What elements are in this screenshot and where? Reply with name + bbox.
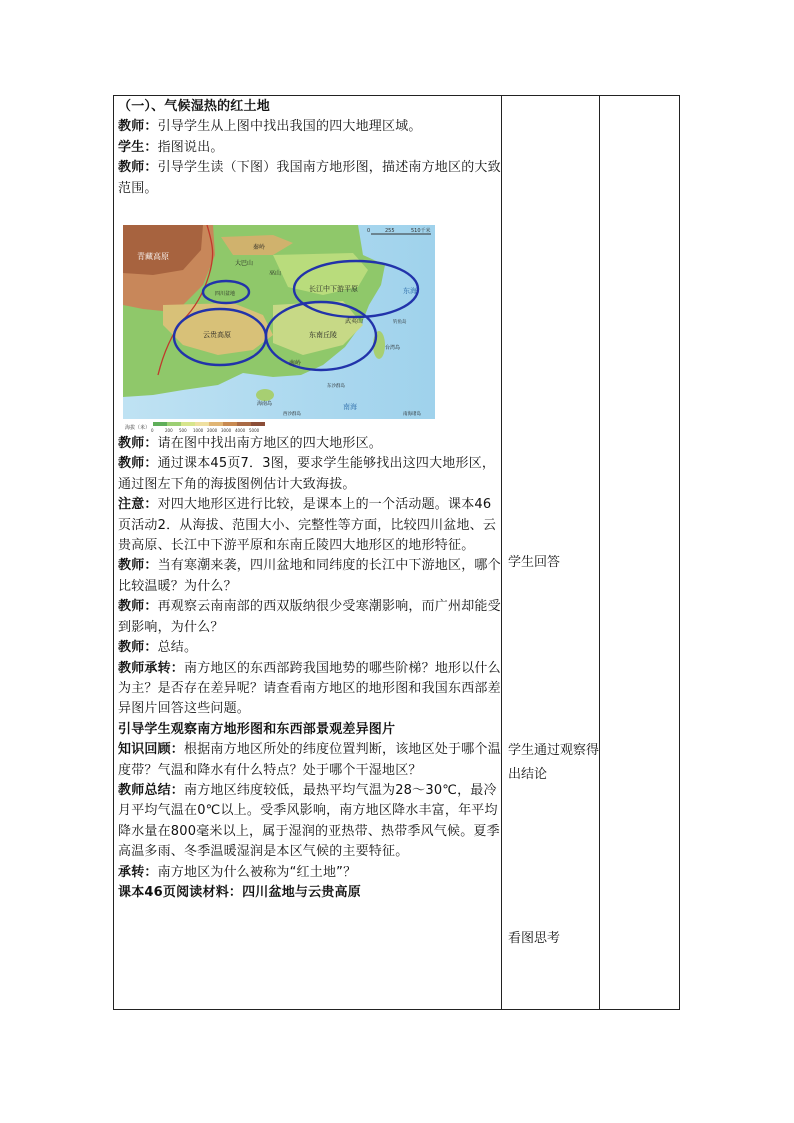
legend-value: 0 xyxy=(151,428,154,434)
dialog-line: 承转：南方地区为什么被称为“红土地”？ xyxy=(118,864,357,880)
legend-value: 200 xyxy=(165,428,173,434)
legend-value: 500 xyxy=(179,428,187,434)
legend-title: 海拔（米） xyxy=(125,425,151,432)
dialog-line: 教师：引导学生从上图中找出我国的四大地理区域。 xyxy=(118,119,422,135)
teaching-content-column xyxy=(118,97,502,903)
label-sichuan-basin: 四川盆地 xyxy=(215,291,236,298)
bold-instruction-1: 引导学生观察南方地形图和东西部景观差异图片 xyxy=(118,721,396,737)
legend-swatch xyxy=(153,422,167,426)
label-southeast-hills: 东南丘陵 xyxy=(309,331,337,340)
label-diaoyu-island: 钓鱼岛 xyxy=(393,320,407,326)
student-note-observe: 学生通过观察得出结论 xyxy=(508,743,600,782)
legend-swatch xyxy=(223,422,237,426)
south-china-terrain-map xyxy=(123,225,435,434)
label-dongsha: 东沙群岛 xyxy=(327,384,345,390)
label-south-sea: 南海 xyxy=(343,403,357,412)
dialog-line: 教师承转：南方地区的东西部跨我国地势的哪些阶梯？地形以什么为主？是否存在差异呢？请查看南方地区的地形图和我国东西部差异图片回答这些问题。 xyxy=(118,660,501,717)
label-wushan: 巫山 xyxy=(269,270,282,278)
dialog-line: 教师：通过课本45页7．3图，要求学生能够找出这四大地形区，通过图左下角的海拔图例估计大致海拔。 xyxy=(118,456,496,492)
dialog-line: 教师：当有寒潮来袭，四川盆地和同纬度的长江中下游地区，哪个比较温暖？为什么？ xyxy=(118,558,501,594)
label-xisha: 西沙群岛 xyxy=(283,412,301,418)
label-yangtze-plain: 长江中下游平原 xyxy=(309,285,358,294)
elevation-legend xyxy=(151,422,265,433)
label-taiwan: 台湾岛 xyxy=(385,345,401,352)
label-qingzang-plateau: 青藏高原 xyxy=(137,252,169,262)
scale-label-0: 0 xyxy=(367,228,371,235)
label-hainan: 海南岛 xyxy=(257,401,273,408)
dialog-line: 教师：引导学生读（下图）我国南方地形图，描述南方地区的大致范围。 xyxy=(118,160,501,196)
label-qinling: 秦岭 xyxy=(253,244,266,252)
bold-instruction-2: 课本46页阅读材料：四川盆地与云贵高原 xyxy=(118,884,361,900)
lesson-table xyxy=(113,95,680,1010)
label-nanling: 南岭 xyxy=(289,360,302,368)
legend-swatch xyxy=(195,422,209,426)
dialog-line: 知识回顾：根据南方地区所处的纬度位置判断，该地区处于哪个温度带？气温和降水有什么特点？处于哪个干湿地区？ xyxy=(118,742,501,778)
hainan-island xyxy=(256,389,274,401)
dialog-line: 学生：指图说出。 xyxy=(118,139,224,155)
label-wuyishan: 武夷山 xyxy=(345,318,364,326)
legend-value: 1000 xyxy=(193,428,204,434)
legend-swatch xyxy=(167,422,181,426)
after-map-block xyxy=(118,434,502,903)
dialog-line: 教师总结：南方地区纬度较低，最热平均气温为28～30℃，最冷月平均气温在0℃以上。受季风影响，南方地区降水丰富，年平均降水量在800毫米以上，属于湿润的亚热带、热带季风气候。夏季高温多雨、冬季温暖湿润是本区气候的主要特征。 xyxy=(118,782,500,860)
student-note-answer: 学生回答 xyxy=(508,555,561,570)
dialog-line: 注意：对四大地形区进行比较，是课本上的一个活动题。课本46页活动2．从海拔、范围大小、完整性等方面，比较四川盆地、云贵高原、长江中下游平原和东南丘陵四大地形区的地形特征。 xyxy=(118,497,497,554)
legend-value: 4000 xyxy=(235,428,246,434)
label-yungui-plateau: 云贵高原 xyxy=(203,331,231,340)
legend-swatch xyxy=(209,422,223,426)
section-heading: （一）、气候湿热的红土地 xyxy=(118,99,270,114)
label-dabashan: 大巴山 xyxy=(235,260,254,268)
legend-value: 2000 xyxy=(207,428,218,434)
legend-swatch xyxy=(181,422,195,426)
dialog-line: 教师：总结。 xyxy=(118,640,198,656)
dialog-line: 教师：再观察云南南部的西双版纳很少受寒潮影响，而广州却能受到影响，为什么？ xyxy=(118,599,501,635)
label-south-sea-islands: 南海诸岛 xyxy=(403,412,421,418)
dialog-line: 教师：请在图中找出南方地区的四大地形区。 xyxy=(118,436,383,452)
student-note-think: 看图思考 xyxy=(508,931,561,946)
label-east-sea: 东海 xyxy=(403,287,417,296)
scale-label-2: 510千米 xyxy=(411,228,431,235)
legend-value: 5000 xyxy=(249,428,260,434)
legend-swatch xyxy=(251,422,265,426)
scale-label-1: 255 xyxy=(385,228,395,235)
legend-value: 3000 xyxy=(221,428,232,434)
legend-swatch xyxy=(237,422,251,426)
